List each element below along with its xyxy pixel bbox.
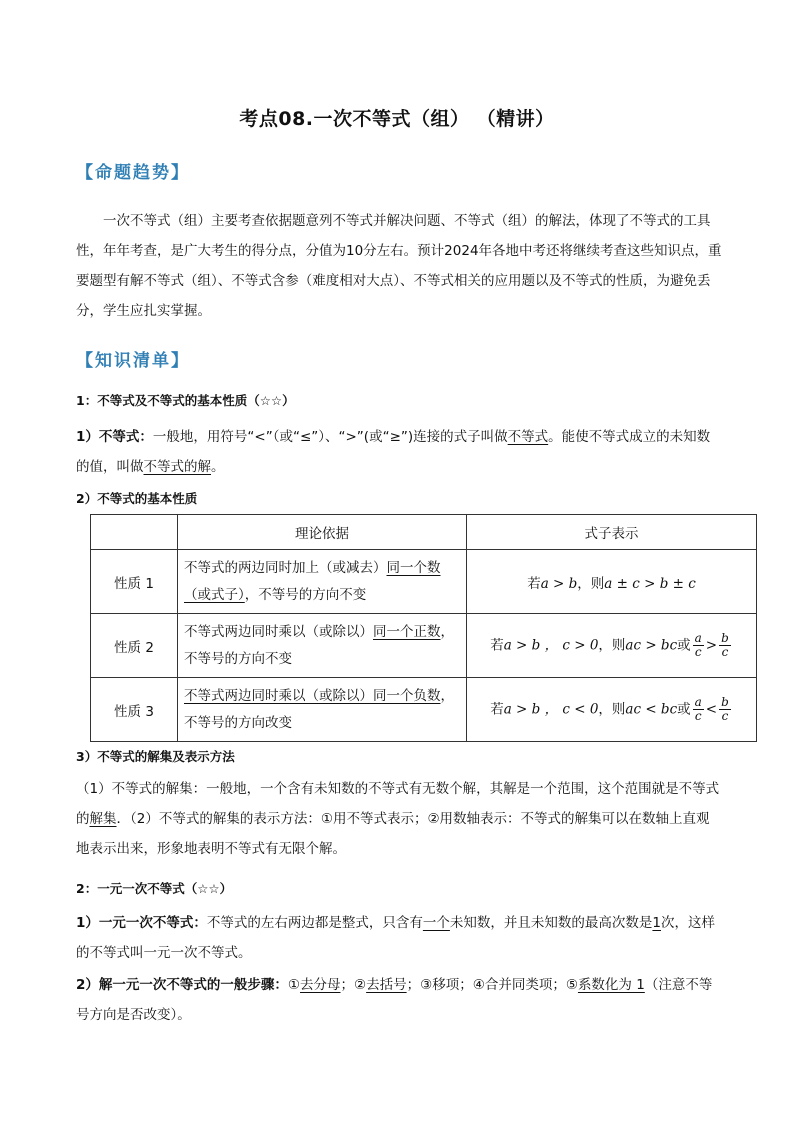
solution-set-paragraph [76,774,722,864]
steps-text: ；③移项；④合并同类项；⑤ [406,977,578,993]
basis-text: 不等式的两边同时加上（或减去） [184,559,387,576]
expr-operator: > [705,637,718,654]
basis-text: 不等式两边同时乘以（或除以） [184,623,373,640]
property-name: 性质 3 [91,678,178,742]
basis-underlined: 同一个正数 [373,623,441,640]
solution-set-heading: 3）不等式的解集及表示方法 [76,749,235,764]
property-basis [178,614,467,678]
section-heading-knowledge: 【知识清单】 [76,351,190,371]
expr-operator: < [705,701,718,718]
fraction-numerator: b [721,695,729,709]
expr-text: 或 [677,701,691,718]
trend-paragraph: 一次不等式（组）主要考查依据题意列不等式并解决问题、不等式（组）的解法，体现了不等式的工具性，年年考查，是广大考生的得分点，分值为10分左右。预计2024年各地中考还将继续考查这些知识点，重要题型有解不等式（组）、不等式含参（难度相对大点）、不等式相关的应用题以及不等式的性质，为避免丢分，学生应扎实掌握。 [76,213,722,319]
linear-inequality-definition [76,908,722,968]
fraction-denominator: c [721,709,729,723]
linear-label: 1）一元一次不等式： [76,915,207,931]
page-title: 考点08.一次不等式（组） （精讲） [239,108,555,130]
fraction [719,696,731,723]
property-expression [467,678,757,742]
definition-term: 不等式 [507,429,549,445]
definition-text-a: 一般地，用符号“<”（或“≤”）、“>”(或“≥”)连接的式子叫做 [152,429,508,445]
inequality-definition [76,422,722,482]
table-header-cell [91,515,178,550]
definition-text-b: 。能使不等式成立的未知数的值，叫做 [76,429,711,475]
fraction-denominator: c [694,709,702,723]
step-term: 去分母 [300,977,341,993]
properties-table [90,514,757,742]
expr-math: ac > bc [625,637,678,654]
step-term: 去括号 [366,977,407,993]
basis-text: ，不等号的方向改变 [184,687,454,731]
expr-text: 或 [677,637,691,654]
property-basis [178,678,467,742]
table-row [91,678,757,742]
expr-text: 若 [490,637,504,654]
fraction-numerator: b [721,631,729,645]
linear-text: 次，这样的不等式叫一元一次不等式。 [76,915,715,961]
fraction-denominator: c [694,645,702,659]
expr-text: 若 [490,701,504,718]
fraction [693,632,704,659]
topic-2-heading: 2：一元一次不等式（☆☆） [76,881,233,896]
steps-text: ① [287,977,301,993]
expr-math: a ± c > b ± c [604,575,696,592]
fraction-numerator: a [694,631,702,645]
properties-heading: 2）不等式的基本性质 [76,491,198,506]
steps-label: 2）解一元一次不等式的一般步骤： [76,977,288,993]
property-name: 性质 1 [91,550,178,614]
linear-text: 不等式的左右两边都是整式，只含有 [206,915,423,931]
solution-set-term: 解集 [89,811,117,827]
fraction [719,632,731,659]
steps-note: （注意不等号方向是否改变）。 [76,977,713,1023]
section-heading-trend: 【命题趋势】 [76,163,190,183]
solving-steps [76,970,722,1030]
expr-text: ，则 [577,575,605,592]
linear-term: 1 [652,915,661,931]
basis-underlined: 不等式两边同时乘以（或除以）同一个负数 [184,687,441,704]
linear-term: 一个 [422,915,450,931]
table-header-cell: 理论依据 [178,515,467,550]
expr-text: 若 [527,575,541,592]
fraction-numerator: a [694,695,702,709]
solution-set-text: （1）不等式的解集：一般地，一个含有未知数的不等式有无数个解，其解是一个范围，这个范围就是不等式的 [76,781,720,827]
property-expression [467,550,757,614]
expr-text: ，则 [598,701,626,718]
definition-text-c: 。 [211,459,225,475]
property-name: 性质 2 [91,614,178,678]
property-basis [178,550,467,614]
table-row [91,550,757,614]
steps-text: ；② [340,977,367,993]
property-expression [467,614,757,678]
definition-term-2: 不等式的解 [143,459,211,475]
step-term: 系数化为 1 [577,977,645,993]
definition-label: 1）不等式： [76,429,153,445]
solution-set-text: ．（2）不等式的解集的表示方法：①用不等式表示；②用数轴表示：不等式的解集可以在数轴上直观地表示出来，形象地表明不等式有无限个解。 [76,811,710,857]
table-row [91,614,757,678]
basis-underlined: 同一个数（或式子） [184,559,441,603]
fraction-denominator: c [721,645,729,659]
fraction [693,696,704,723]
expr-math: ac < bc [625,701,678,718]
table-header-cell: 式子表示 [467,515,757,550]
expr-text: ，则 [598,637,626,654]
expr-math: a > b ， c < 0 [503,701,599,718]
expr-math: a > b [540,575,578,592]
table-header-row [91,515,757,550]
basis-text: ，不等号的方向不变 [244,586,367,603]
topic-1-heading: 1：不等式及不等式的基本性质（☆☆） [76,393,295,408]
expr-math: a > b ， c > 0 [503,637,599,654]
linear-text: 未知数，并且未知数的最高次数是 [449,915,653,931]
basis-text: ，不等号的方向不变 [184,623,454,667]
